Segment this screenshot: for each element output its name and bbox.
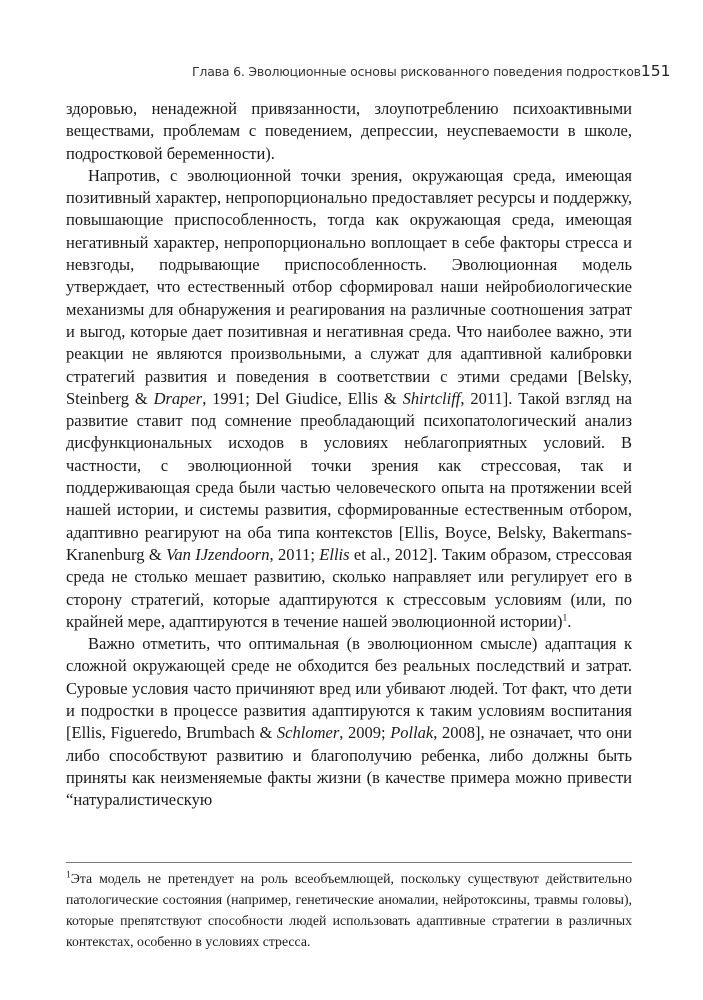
paragraph-1-text: здоровью, ненадежной привязанности, злоупотреблению психоактивными веществами, проблемам с поведением, депрессии, неуспеваемости в школе, подростковой беременности). [66,99,632,163]
running-header [192,62,671,80]
footnote-reference: 1 [562,613,568,624]
footnote-text: Эта модель не претендует на роль всеобъемлющей, поскольку существуют действительно патологические состояния (например, генетические аномалии, нейротоксины, травмы головы), которые препятствуют способности людей использовать адаптивные стратегии в различных контекстах, особенно в условиях стресса. [66,871,632,949]
paragraph-2: Напротив, с эволюционной точки зрения, окружающая среда, имеющая позитивный характер, непропорционально предоставляет ресурсы и поддержку, повышающие приспособленность, тогда как окружающая среда, имеющая негативный характер, непропорционально воплощает в себе факторы стресса и невзгоды, подрывающие приспособленность. Эволюционная модель утверждает, что естественный отбор сформировал наши нейробиологические механизмы для обнаружения и реагирования на различные соотношения затрат и выгод, которые дает позитивная и негативная среда. Что наиболее важно, эти реакции не являются произвольными, а служат для адаптивной калибровки стратегий развития и поведения в соответствии с этими средами [Belsky, Steinberg & Draper, 1991; Del Giudice, Ellis & Shirtcliff, 2011]. Такой взгляд на развитие ставит под сомнение преобладающий психопатологический анализ дисфункциональных исходов в условиях неблагоприятных условий. В частности, с эволюционной точки зрения как стрессовая, так и поддерживающая среда были частью человеческого опыта на протяжении всей нашей истории, и системы развития, сформированные естественным отбором, адаптивно реагируют на оба типа контекстов [Ellis, Boyce, Belsky, Bakermans-Kranenburg & Van IJzendoorn, 2011; Ellis et al., 2012]. Таким образом, стрессовая среда не столько мешает развитию, сколько направляет или регулирует его в сторону стратегий, которые адаптируются к стрессовым условиям (или, по крайней мере, адаптируются в течение нашей эволюционной истории)$^1$. [66,165,632,631]
paragraph-3 [66,633,632,811]
paragraph-2-text: Напротив, с эволюционной точки зрения, окружающая среда, имеющая позитивный характер, непропорционально предоставляет ресурсы и поддержку, повышающие приспособленность, тогда как окружающая среда, имеющая негативный характер, непропорционально воплощает в себе факторы стресса и невзгоды, подрывающие приспособленность. Эволюционная модель утверждает, что естественный отбор сформировал наши нейробиологические механизмы для обнаружения и реагирования на различные соотношения затрат и выгод, которые дает позитивная и негативная среда. Что наиболее важно, эти реакции не являются произвольными, а служат для адаптивной калибровки стратегий развития и поведения в соответствии с этими средами [Belsky, Steinberg & Draper, 1991; Del Giudice, Ellis & Shirtcliff, 2011]. Такой взгляд на развитие ставит под сомнение преобладающий психопатологический анализ дисфункциональных исходов в условиях неблагоприятных условий. В частности, с эволюционной точки зрения как стрессовая, так и поддерживающая среда были частью человеческого опыта на протяжении всей нашей истории, и системы развития, сформированные естественным отбором, адаптивно реагируют на оба типа контекстов [Ellis, Boyce, Belsky, Bakermans-Kranenburg & Van IJzendoorn, 2011; Ellis et al., 2012]. Таким образом, стрессовая среда не столько мешает развитию, сколько направляет или регулирует его в сторону стратегий, которые адаптируются к стрессовым условиям (или, по крайней мере, адаптируются в течение нашей эволюционной истории) [66,165,632,631]
footnote-divider [66,862,632,863]
footnote [66,868,632,952]
paragraph-3-text: Важно отметить, что оптимальная (в эволюционном смысле) адаптация к сложной окружающей среде не обходится без реальных последствий и затрат. Суровые условия часто причиняют вред или убивают людей. Тот факт, что дети и подростки в процессе развития адаптируются к таким условиям воспитания [Ellis, Figueredo, Brumbach & Schlomer, 2009; Pollak, 2008], не означает, что они либо способствуют развитию и благополучию ребенка, либо должны быть приняты как неизменяемые факты жизни (в качестве примера можно привести “натуралистическую [66,634,632,810]
page-number: 151 [640,62,671,80]
paragraph-1 [66,98,632,165]
footnote-marker: 1 [66,870,71,881]
body-text [66,98,632,812]
running-title: Глава 6. Эволюционные основы рискованного поведения подростков [192,64,641,79]
